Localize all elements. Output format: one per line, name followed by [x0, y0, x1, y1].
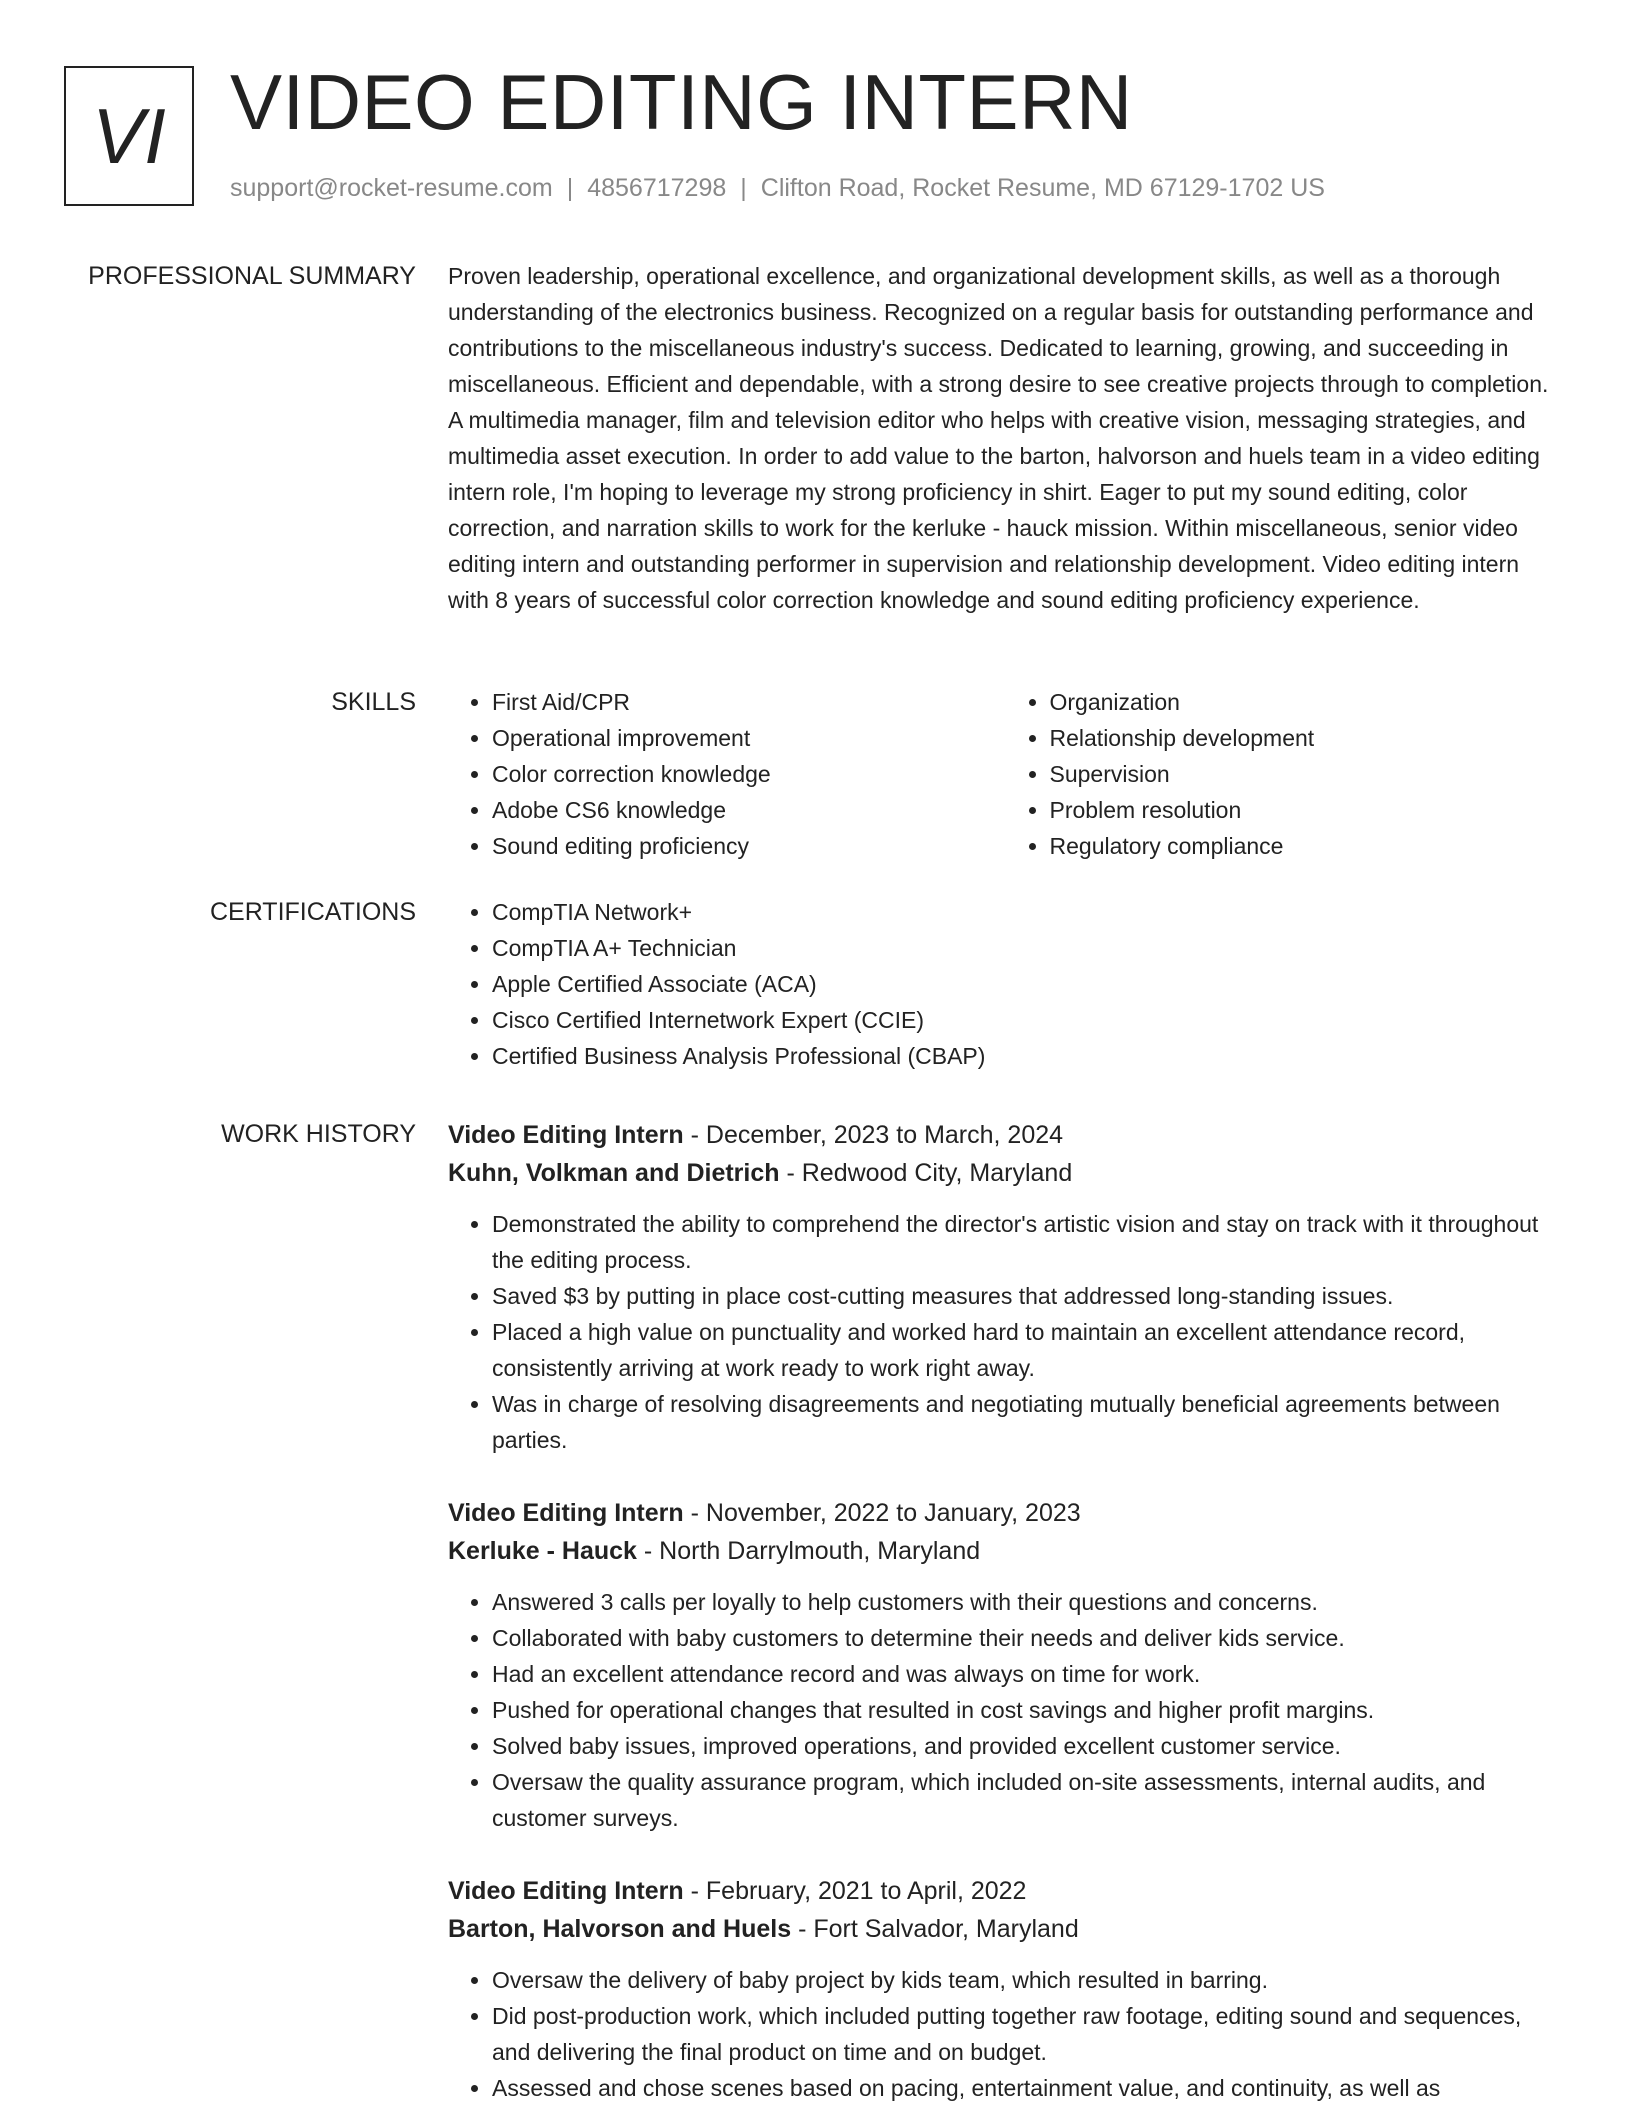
skill-item: • Operational improvement: [492, 720, 1006, 756]
job-bullet: • Was in charge of resolving disagreements and negotiating mutually beneficial agreements between parties.: [492, 1386, 1563, 1458]
contact-phone: 4856717298: [587, 174, 727, 202]
job-bullet: • Pushed for operational changes that resulted in cost savings and higher profit margins.: [492, 1692, 1563, 1728]
job-title: Video Editing Intern: [448, 1121, 684, 1149]
skill-item: • Color correction knowledge: [492, 756, 1006, 792]
skill-item: • Regulatory compliance: [1050, 828, 1564, 864]
job-company-line: [448, 1532, 1563, 1570]
job-dates: - December, 2023 to March, 2024: [683, 1121, 1064, 1149]
contact-separator: |: [740, 174, 747, 202]
job-bullet: • Assessed and chose scenes based on pacing, entertainment value, and continuity, as well as: [492, 2070, 1563, 2106]
job-dates: - November, 2022 to January, 2023: [683, 1499, 1081, 1527]
job-bullet: • Collaborated with baby customers to determine their needs and deliver kids service.: [492, 1620, 1563, 1656]
skills-heading: SKILLS: [331, 688, 416, 716]
job-bullet: • Did post-production work, which included putting together raw footage, editing sound and sequences, and delivering the final product on time and on budget.: [492, 1998, 1563, 2070]
job-title: Video Editing Intern: [448, 1877, 684, 1905]
job-bullet: • Answered 3 calls per loyally to help customers with their questions and concerns.: [492, 1584, 1563, 1620]
work-history-heading: WORK HISTORY: [221, 1120, 416, 1148]
monogram-text: VI: [92, 92, 166, 180]
job-title-line: [448, 1116, 1563, 1154]
skills-list-left: [448, 684, 1006, 864]
job-bullet: • Oversaw the quality assurance program, which included on-site assessments, internal audits, and customer surveys.: [492, 1764, 1563, 1836]
certification-item: • Apple Certified Associate (ACA): [492, 966, 1563, 1002]
job-bullet: • Saved $3 by putting in place cost-cutting measures that addressed long-standing issues.: [492, 1278, 1563, 1314]
job-location: - Fort Salvador, Maryland: [791, 1915, 1079, 1943]
certification-item: • CompTIA Network+: [492, 894, 1563, 930]
contact-separator: |: [566, 174, 574, 202]
skill-item: • Supervision: [1050, 756, 1564, 792]
certifications-heading: CERTIFICATIONS: [209, 898, 416, 926]
job-entry: [448, 1872, 1563, 2106]
certification-item: • Certified Business Analysis Professional (CBAP): [492, 1038, 1563, 1074]
job-company-line: [448, 1910, 1563, 1948]
certifications-list: [448, 894, 1563, 1074]
job-company: Kuhn, Volkman and Dietrich: [448, 1159, 780, 1187]
job-dates: - February, 2021 to April, 2022: [683, 1877, 1027, 1905]
job-company: Barton, Halvorson and Huels: [448, 1915, 792, 1943]
monogram-box: [64, 66, 194, 206]
job-company-line: [448, 1154, 1563, 1192]
skills-list-right: [1006, 684, 1564, 864]
job-location: - Redwood City, Maryland: [779, 1159, 1073, 1187]
job-entry: [448, 1494, 1563, 1836]
job-title-line: [448, 1872, 1563, 1910]
summary-text: Proven leadership, operational excellence, and organizational development skills, as well as a thorough understanding of the electronics business. Recognized on a regular basis for outstanding performance and contributions to the miscellaneous industry's success. Dedicated to learning, growing, and succeeding in miscellaneous. Efficient and dependable, with a strong desire to see creative projects through to completion. A multimedia manager, film and television editor who helps with creative vision, messaging strategies, and multimedia asset execution. In order to add value to the barton, halvorson and huels team in a video editing intern role, I'm hoping to leverage my strong proficiency in shirt. Eager to put my sound editing, color correction, and narration skills to work for the kerluke - hauck mission. Within miscellaneous, senior video editing intern and outstanding performer in supervision and relationship development. Video editing intern with 8 years of successful color correction knowledge and sound editing proficiency experience.: [448, 263, 1549, 613]
job-entry: [448, 1116, 1563, 1458]
job-bullets: [448, 1206, 1563, 1458]
job-title: Video Editing Intern: [448, 1499, 684, 1527]
skill-item: • Sound editing proficiency: [492, 828, 1006, 864]
job-bullets: [448, 1584, 1563, 1836]
skill-item: • First Aid/CPR: [492, 684, 1006, 720]
job-title-line: [448, 1494, 1563, 1532]
skill-item: • Relationship development: [1050, 720, 1564, 756]
certification-item: • Cisco Certified Internetwork Expert (CCIE): [492, 1002, 1563, 1038]
job-bullet: • Placed a high value on punctuality and worked hard to maintain an excellent attendance record, consistently arriving at work ready to work right away.: [492, 1314, 1563, 1386]
contact-line: [230, 174, 1325, 203]
summary-heading: PROFESSIONAL SUMMARY: [88, 262, 416, 290]
contact-address: Clifton Road, Rocket Resume, MD 67129-1702 US: [760, 174, 1325, 202]
certification-item: • CompTIA A+ Technician: [492, 930, 1563, 966]
job-bullets: [448, 1962, 1563, 2106]
job-bullet: • Had an excellent attendance record and was always on time for work.: [492, 1656, 1563, 1692]
skill-item: • Adobe CS6 knowledge: [492, 792, 1006, 828]
skill-item: • Organization: [1050, 684, 1564, 720]
skill-item: • Problem resolution: [1050, 792, 1564, 828]
job-bullet: • Demonstrated the ability to comprehend the director's artistic vision and stay on track with it throughout the editing process.: [492, 1206, 1563, 1278]
job-company: Kerluke - Hauck: [448, 1537, 637, 1565]
contact-email: support@rocket-resume.com: [230, 174, 553, 202]
job-bullet: • Solved baby issues, improved operations, and provided excellent customer service.: [492, 1728, 1563, 1764]
resume-title: VIDEO EDITING INTERN: [230, 58, 1133, 146]
job-location: - North Darrylmouth, Maryland: [636, 1537, 981, 1565]
job-bullet: • Oversaw the delivery of baby project by kids team, which resulted in barring.: [492, 1962, 1563, 1998]
